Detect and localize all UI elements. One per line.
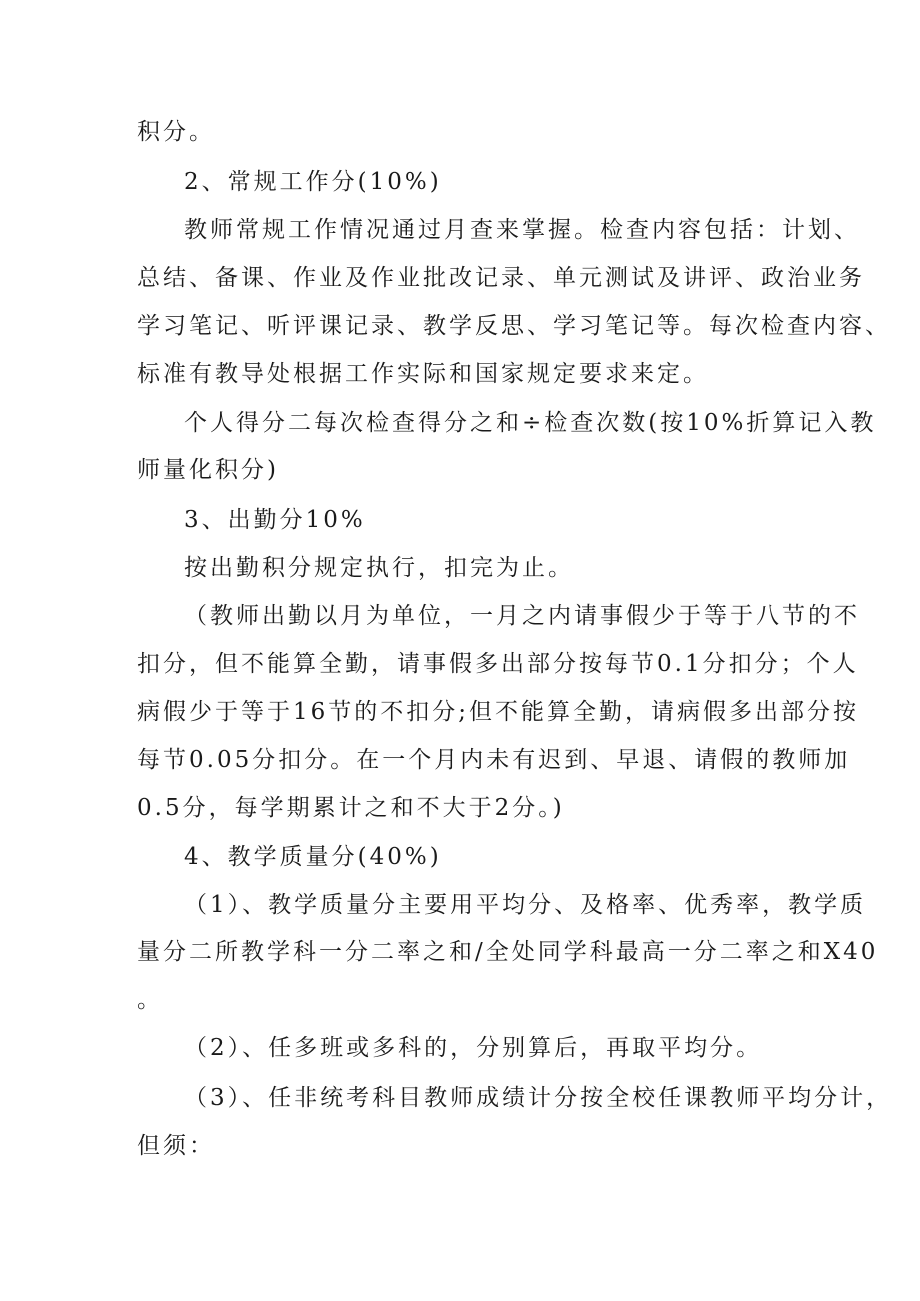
text-line-13: 病假少于等于16节的不扣分;但不能算全勤，请病假多出部分按 bbox=[137, 699, 860, 725]
text-line-3: 教师常规工作情况通过月查来掌握。检查内容包括：计划、 bbox=[184, 217, 860, 243]
text-line-11: （教师出勤以月为单位，一月之内请事假少于等于八节的不 bbox=[184, 603, 860, 629]
text-line-10: 按出勤积分规定执行，扣完为止。 bbox=[184, 555, 574, 581]
text-line-21: （3）、任非统考科目教师成绩计分按全校任课教师平均分计， bbox=[184, 1085, 893, 1111]
section-heading-3: 3、出勤分10% bbox=[184, 507, 366, 533]
text-line-5: 学习笔记、听评课记录、教学反思、学习笔记等。每次检查内容、 bbox=[137, 313, 891, 339]
section-heading-2: 2、常规工作分(10%) bbox=[184, 169, 442, 195]
text-line-14: 每节0.05分扣分。在一个月内未有迟到、早退、请假的教师加 bbox=[137, 747, 851, 773]
text-line-6: 标准有教导处根据工作实际和国家规定要求来定。 bbox=[137, 361, 709, 387]
text-line-12: 扣分，但不能算全勤，请事假多出部分按每节0.1分扣分；个人 bbox=[137, 651, 859, 677]
text-line-1: 积分。 bbox=[137, 119, 215, 145]
text-line-17: （1）、教学质量分主要用平均分、及格率、优秀率，教学质 bbox=[184, 892, 867, 918]
text-line-20: （2）、任多班或多科的，分别算后，再取平均分。 bbox=[184, 1035, 763, 1061]
text-line-15: 0.5分，每学期累计之和不大于2分。) bbox=[137, 795, 565, 821]
section-heading-4: 4、教学质量分(40%) bbox=[184, 844, 442, 870]
text-line-7: 个人得分二每次检查得分之和÷检查次数(按10%折算记入教 bbox=[184, 410, 877, 436]
text-line-4: 总结、备课、作业及作业批改记录、单元测试及讲评、政治业务 bbox=[137, 265, 865, 291]
text-line-18: 量分二所教学科一分二率之和/全处同学科最高一分二率之和X40 bbox=[137, 939, 879, 965]
text-line-22: 但须： bbox=[137, 1133, 215, 1159]
text-line-19: 。 bbox=[137, 987, 163, 1013]
text-line-8: 师量化积分) bbox=[137, 457, 279, 483]
